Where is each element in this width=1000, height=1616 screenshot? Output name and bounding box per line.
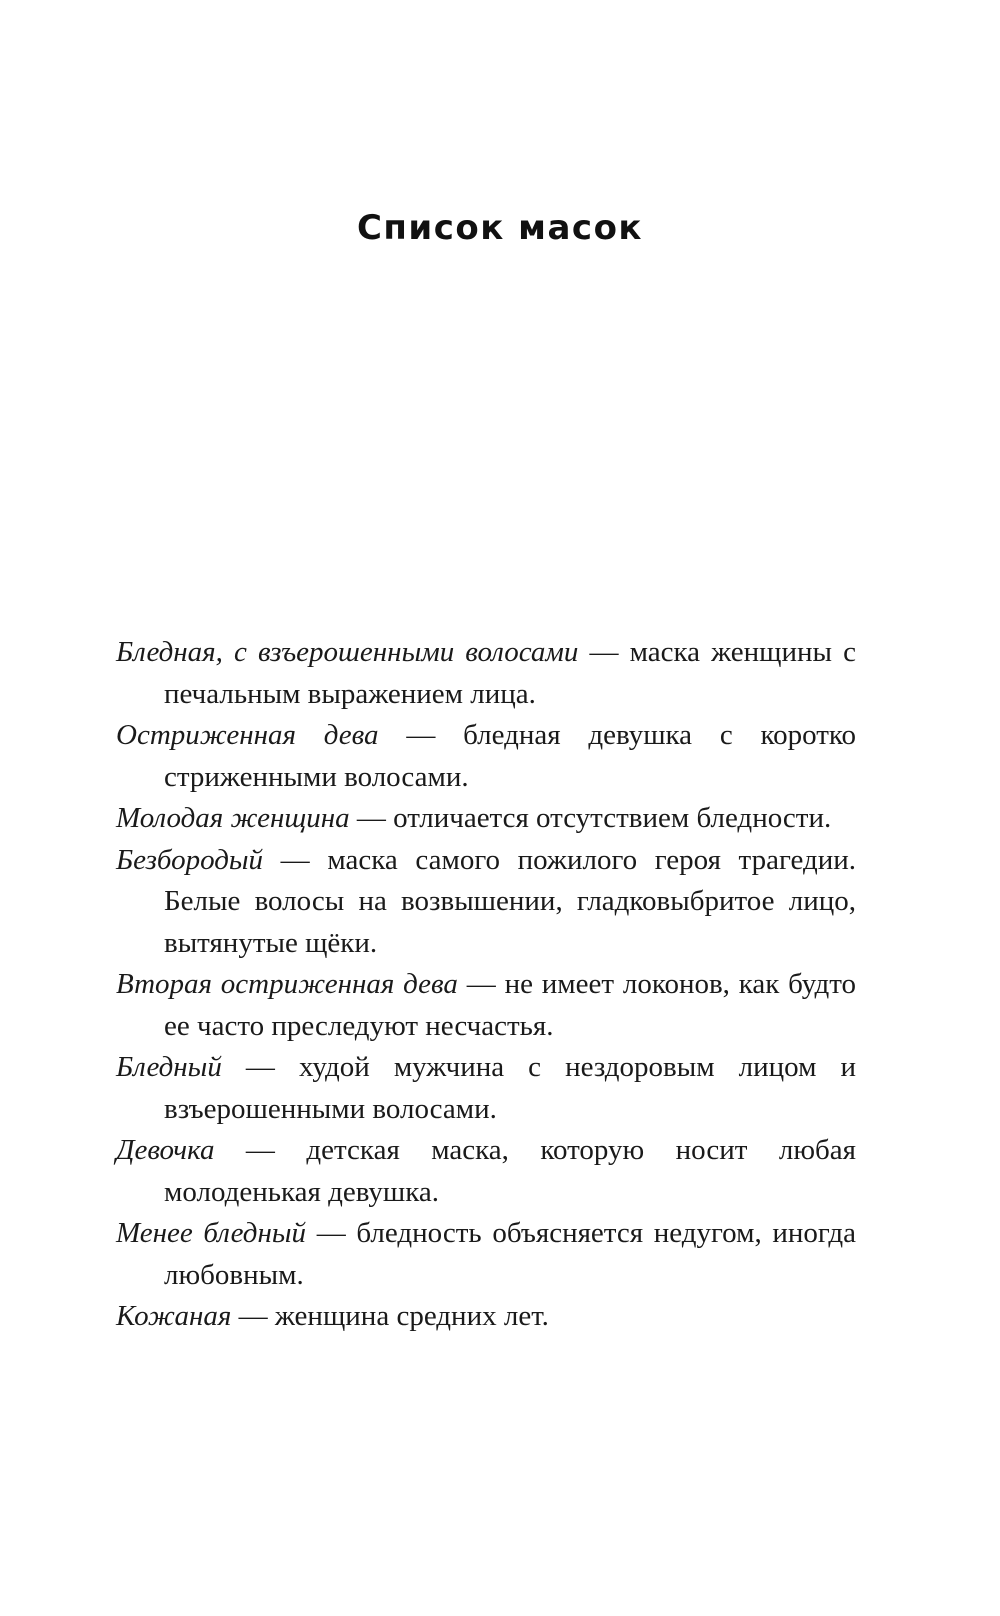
mask-description: бледность объясняется недугом, иногда любовным. — [164, 1217, 857, 1291]
mask-entry-beardless — [116, 840, 856, 965]
mask-entry-girl — [116, 1130, 856, 1213]
mask-entry-pale-man — [116, 1047, 856, 1130]
mask-description: бледная девушка с коротко стриженными волосами. — [164, 719, 857, 793]
dash-separator: — — [578, 636, 630, 668]
mask-name: Молодая женщина — [116, 802, 350, 834]
mask-name: Кожаная — [116, 1300, 232, 1332]
dash-separator: — — [349, 802, 394, 834]
mask-entry-leathery — [116, 1296, 856, 1338]
dash-separator: — — [457, 968, 505, 1000]
mask-name: Остриженная дева — [116, 719, 379, 751]
dash-separator: — — [306, 1217, 357, 1249]
mask-description: женщина средних лет. — [274, 1300, 549, 1332]
mask-description: детская маска, которую носит любая молоденькая девушка. — [164, 1134, 856, 1208]
mask-list — [116, 632, 856, 1338]
dash-separator: — — [378, 719, 464, 751]
dash-separator: — — [221, 1051, 299, 1083]
mask-description: не имеет локонов, как будто ее часто преследуют несчастья. — [164, 968, 857, 1042]
mask-name: Менее бледный — [116, 1217, 307, 1249]
mask-entry-young-woman — [116, 798, 856, 840]
mask-name: Бледная, с взъерошенными волосами — [116, 636, 579, 668]
mask-entry-shorn-maiden — [116, 715, 856, 798]
mask-name: Девочка — [116, 1134, 215, 1166]
page-title: Список масок — [356, 208, 643, 248]
mask-description: маска самого пожилого героя трагедии. Белые волосы на возвышении, гладковыбритое лицо, вытянутые щёки. — [164, 843, 856, 959]
mask-description: худой мужчина с нездоровым лицом и взъерошенными волосами. — [164, 1051, 856, 1125]
mask-description: отличается отсутствием бледности. — [393, 802, 832, 834]
mask-entry-less-pale — [116, 1213, 856, 1296]
dash-separator: — — [263, 843, 328, 876]
mask-entry-pale-disheveled — [116, 632, 856, 715]
dash-separator: — — [231, 1300, 275, 1332]
mask-name: Бледный — [116, 1051, 222, 1083]
dash-separator: — — [214, 1134, 307, 1166]
mask-name: Вторая остриженная дева — [116, 968, 458, 1000]
mask-name: Безбородый — [116, 843, 264, 876]
mask-entry-second-shorn-maiden — [116, 964, 856, 1047]
mask-description: маска женщины с печальным выражением лица. — [164, 636, 856, 710]
